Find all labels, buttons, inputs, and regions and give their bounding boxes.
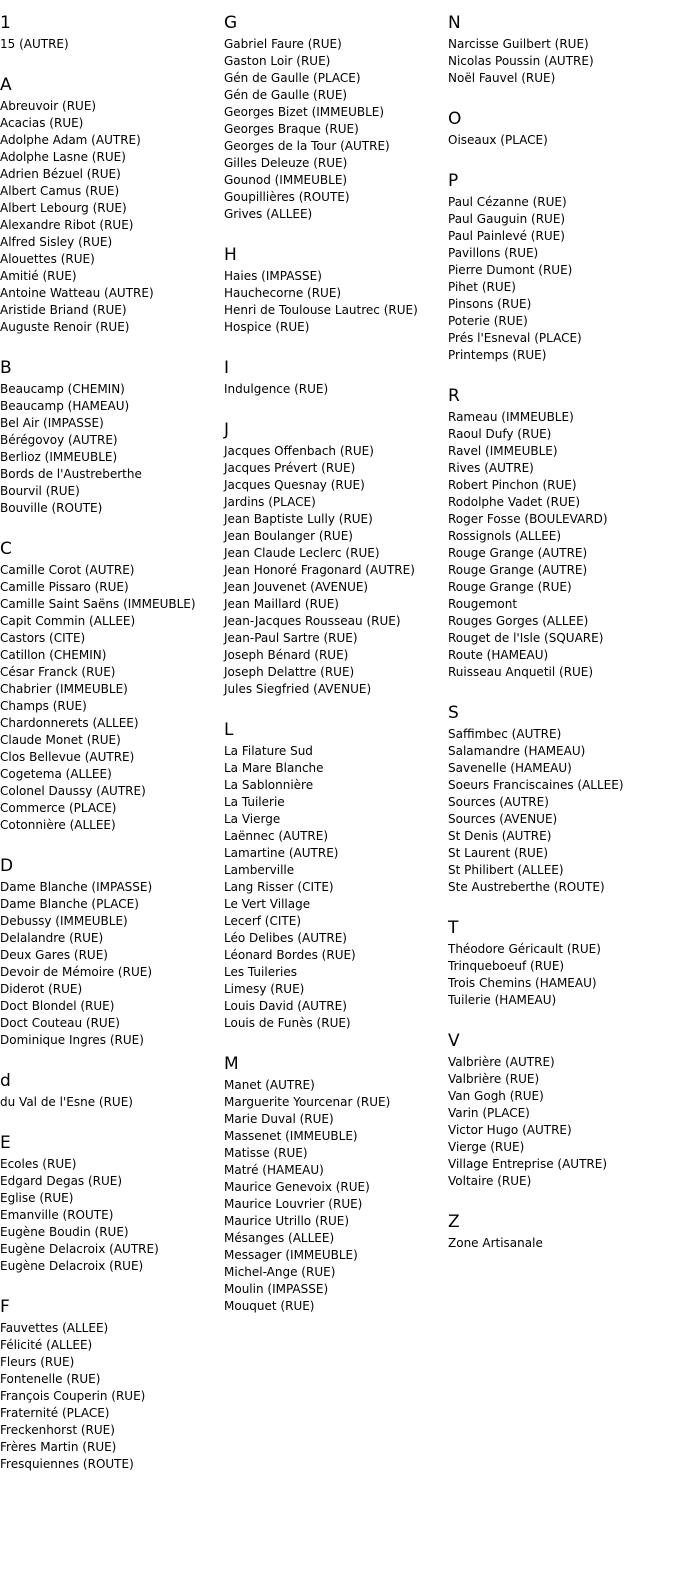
street-item: Théodore Géricault (RUE) (448, 942, 601, 956)
street-item: Rodolphe Vadet (RUE) (448, 495, 581, 509)
street-item: Berlioz (IMMEUBLE) (0, 450, 118, 464)
letter-heading: Z (448, 1212, 460, 1232)
letter-section (448, 1209, 624, 1252)
street-item: Nicolas Poussin (AUTRE) (448, 54, 594, 68)
street-list (448, 194, 624, 364)
street-item: Camille Pissaro (RUE) (0, 580, 129, 594)
street-item: Alouettes (RUE) (0, 252, 95, 266)
letter-section (0, 10, 196, 53)
letter-heading: R (448, 386, 460, 406)
street-item: Ruisseau Anquetil (RUE) (448, 665, 594, 679)
street-item: Debussy (IMMEUBLE) (0, 914, 128, 928)
street-item: Jean Honoré Fragonard (AUTRE) (224, 563, 415, 577)
street-item: Marguerite Yourcenar (RUE) (224, 1095, 391, 1109)
street-item: Sources (AVENUE) (448, 812, 558, 826)
street-list (224, 443, 418, 698)
street-item: Camille Saint Saëns (IMMEUBLE) (0, 597, 196, 611)
street-item: Manet (AUTRE) (224, 1078, 315, 1092)
letter-section (224, 717, 418, 1032)
street-item: La Mare Blanche (224, 761, 324, 775)
letter-heading: E (0, 1133, 11, 1153)
street-item: Noël Fauvel (RUE) (448, 71, 556, 85)
street-item: Victor Hugo (AUTRE) (448, 1123, 572, 1137)
letter-heading: D (0, 856, 14, 876)
street-item: Fresquiennes (ROUTE) (0, 1457, 134, 1471)
street-list (224, 36, 418, 223)
street-item: Paul Cézanne (RUE) (448, 195, 567, 209)
letter-heading: I (224, 358, 230, 378)
street-item: Capit Commin (ALLEE) (0, 614, 136, 628)
letter-heading: H (224, 245, 237, 265)
street-item: Gilles Deleuze (RUE) (224, 156, 348, 170)
street-item: Marie Duval (RUE) (224, 1112, 334, 1126)
street-item: du Val de l'Esne (RUE) (0, 1095, 133, 1109)
street-item: Robert Pinchon (RUE) (448, 478, 577, 492)
street-item: Oiseaux (PLACE) (448, 133, 548, 147)
letter-heading: M (224, 1054, 239, 1074)
street-item: Lecerf (CITE) (224, 914, 302, 928)
letter-section (448, 915, 624, 1009)
street-item: Limesy (RUE) (224, 982, 305, 996)
letter-section (0, 1294, 196, 1473)
street-item: Rouget de l'Isle (SQUARE) (448, 631, 604, 645)
street-list (0, 1156, 196, 1275)
street-item: Chardonnerets (ALLEE) (0, 716, 139, 730)
street-item: Gabriel Faure (RUE) (224, 37, 342, 51)
street-item: Pierre Dumont (RUE) (448, 263, 573, 277)
letter-section (0, 72, 196, 336)
letter-section (448, 1028, 624, 1190)
street-item: François Couperin (RUE) (0, 1389, 146, 1403)
street-item: Commerce (PLACE) (0, 801, 117, 815)
letter-heading: T (448, 918, 459, 938)
letter-section (448, 168, 624, 364)
street-item: La Vierge (224, 812, 281, 826)
letter-section (224, 1051, 418, 1315)
street-item: Ravel (IMMEUBLE) (448, 444, 558, 458)
street-item: Ecoles (RUE) (0, 1157, 77, 1171)
street-item: Camille Corot (AUTRE) (0, 563, 135, 577)
street-item: Fauvettes (ALLEE) (0, 1321, 109, 1335)
street-item: St Denis (AUTRE) (448, 829, 552, 843)
letter-heading: F (0, 1297, 10, 1317)
street-item: Jean-Paul Sartre (RUE) (224, 631, 358, 645)
street-item: Trois Chemins (HAMEAU) (448, 976, 597, 990)
street-item: Gaston Loir (RUE) (224, 54, 331, 68)
street-item: La Sablonnière (224, 778, 314, 792)
street-item: Adrien Bézuel (RUE) (0, 167, 121, 181)
street-item: Fontenelle (RUE) (0, 1372, 101, 1386)
street-item: Messager (IMMEUBLE) (224, 1248, 358, 1262)
street-item: Doct Blondel (RUE) (0, 999, 115, 1013)
letter-section (224, 355, 418, 398)
street-item: Paul Painlevé (RUE) (448, 229, 565, 243)
street-item: Lamartine (AUTRE) (224, 846, 339, 860)
street-item: Frères Martin (RUE) (0, 1440, 117, 1454)
street-item: Eugène Delacroix (AUTRE) (0, 1242, 159, 1256)
letter-heading: d (0, 1071, 11, 1091)
street-item: Printemps (RUE) (448, 348, 547, 362)
street-list (448, 1235, 624, 1252)
street-item: Ste Austreberthe (ROUTE) (448, 880, 605, 894)
street-item: Michel-Ange (RUE) (224, 1265, 336, 1279)
street-item: Grives (ALLEE) (224, 207, 313, 221)
street-item: Van Gogh (RUE) (448, 1089, 544, 1103)
street-item: Narcisse Guilbert (RUE) (448, 37, 589, 51)
street-item: César Franck (RUE) (0, 665, 116, 679)
street-item: Rougemont (448, 597, 518, 611)
letter-heading: C (0, 539, 12, 559)
street-item: Gén de Gaulle (RUE) (224, 88, 348, 102)
street-item: Saffimbec (AUTRE) (448, 727, 562, 741)
street-item: Jean Baptiste Lully (RUE) (224, 512, 373, 526)
street-index-column-2 (224, 10, 418, 1334)
letter-section (448, 10, 624, 87)
street-item: Chabrier (IMMEUBLE) (0, 682, 128, 696)
street-item: Trinqueboeuf (RUE) (448, 959, 565, 973)
street-item: Pihet (RUE) (448, 280, 516, 294)
street-item: La Filature Sud (224, 744, 313, 758)
letter-section (0, 1130, 196, 1275)
street-item: Matré (HAMEAU) (224, 1163, 324, 1177)
street-item: Emanville (ROUTE) (0, 1208, 114, 1222)
street-item: Delalandre (RUE) (0, 931, 104, 945)
street-item: Bérégovoy (AUTRE) (0, 433, 118, 447)
letter-heading: P (448, 171, 459, 191)
street-item: Diderot (RUE) (0, 982, 83, 996)
street-item: Zone Artisanale (448, 1236, 543, 1250)
street-item: Jean Jouvenet (AVENUE) (224, 580, 369, 594)
street-item: Louis David (AUTRE) (224, 999, 347, 1013)
street-item: Valbrière (RUE) (448, 1072, 540, 1086)
letter-section (0, 853, 196, 1049)
street-item: Jardins (PLACE) (224, 495, 316, 509)
street-item: Catillon (CHEMIN) (0, 648, 107, 662)
street-item: Soeurs Franciscaines (ALLEE) (448, 778, 624, 792)
street-item: Castors (CITE) (0, 631, 86, 645)
street-item: Matisse (RUE) (224, 1146, 308, 1160)
street-item: Albert Lebourg (RUE) (0, 201, 127, 215)
street-item: Dame Blanche (IMPASSE) (0, 880, 153, 894)
street-item: Haies (IMPASSE) (224, 269, 322, 283)
street-item: Freckenhorst (RUE) (0, 1423, 115, 1437)
letter-heading: A (0, 75, 12, 95)
street-item: Gén de Gaulle (PLACE) (224, 71, 361, 85)
street-item: Voltaire (RUE) (448, 1174, 532, 1188)
street-item: Antoine Watteau (AUTRE) (0, 286, 154, 300)
street-item: Acacias (RUE) (0, 116, 84, 130)
street-item: Raoul Dufy (RUE) (448, 427, 552, 441)
letter-heading: N (448, 13, 461, 33)
street-list (448, 409, 624, 681)
street-item: Moulin (IMPASSE) (224, 1282, 329, 1296)
street-item: Eglise (RUE) (0, 1191, 74, 1205)
street-item: Adolphe Lasne (RUE) (0, 150, 126, 164)
street-item: Léonard Bordes (RUE) (224, 948, 356, 962)
letter-section (448, 700, 624, 896)
street-item: Lang Risser (CITE) (224, 880, 334, 894)
letter-heading: B (0, 358, 12, 378)
street-item: 15 (AUTRE) (0, 37, 69, 51)
street-item: Alfred Sisley (RUE) (0, 235, 113, 249)
street-list (448, 1054, 624, 1190)
street-item: Bouville (ROUTE) (0, 501, 103, 515)
street-item: Champs (RUE) (0, 699, 87, 713)
street-item: Colonel Daussy (AUTRE) (0, 784, 146, 798)
street-item: Les Tuileries (224, 965, 297, 979)
street-item: Prés l'Esneval (PLACE) (448, 331, 582, 345)
street-item: Valbrière (AUTRE) (448, 1055, 555, 1069)
street-item: Hauchecorne (RUE) (224, 286, 342, 300)
street-item: Clos Bellevue (AUTRE) (0, 750, 135, 764)
street-item: Dame Blanche (PLACE) (0, 897, 139, 911)
street-index-column-1 (0, 10, 196, 1492)
street-item: Jean Boulanger (RUE) (224, 529, 353, 543)
street-item: Hospice (RUE) (224, 320, 310, 334)
letter-heading: 1 (0, 13, 11, 33)
street-list (0, 879, 196, 1049)
street-list (0, 381, 196, 517)
street-item: Savenelle (HAMEAU) (448, 761, 572, 775)
street-item: Rouge Grange (AUTRE) (448, 563, 588, 577)
street-item: Fraternité (PLACE) (0, 1406, 110, 1420)
street-item: Rouge Grange (RUE) (448, 580, 572, 594)
street-item: Georges de la Tour (AUTRE) (224, 139, 390, 153)
letter-section (448, 106, 624, 149)
street-item: Amitié (RUE) (0, 269, 77, 283)
street-item: Abreuvoir (RUE) (0, 99, 97, 113)
street-item: Claude Monet (RUE) (0, 733, 121, 747)
street-item: Gounod (IMMEUBLE) (224, 173, 348, 187)
street-item: Adolphe Adam (AUTRE) (0, 133, 141, 147)
letter-heading: J (224, 420, 230, 440)
street-item: Jean Claude Leclerc (RUE) (224, 546, 380, 560)
street-item: Le Vert Village (224, 897, 311, 911)
street-list (448, 132, 624, 149)
street-item: Doct Couteau (RUE) (0, 1016, 120, 1030)
street-item: Georges Bizet (IMMEUBLE) (224, 105, 385, 119)
street-item: Salamandre (HAMEAU) (448, 744, 586, 758)
letter-section (224, 417, 418, 698)
street-list (448, 36, 624, 87)
street-item: Jean-Jacques Rousseau (RUE) (224, 614, 401, 628)
street-item: Henri de Toulouse Lautrec (RUE) (224, 303, 418, 317)
street-item: Jacques Prévert (RUE) (224, 461, 356, 475)
street-item: Rameau (IMMEUBLE) (448, 410, 574, 424)
letter-section (448, 383, 624, 681)
street-item: St Philibert (ALLEE) (448, 863, 564, 877)
street-item: Maurice Genevoix (RUE) (224, 1180, 370, 1194)
street-item: Sources (AUTRE) (448, 795, 549, 809)
street-item: Indulgence (RUE) (224, 382, 329, 396)
street-item: Village Entreprise (AUTRE) (448, 1157, 607, 1171)
street-item: Mouquet (RUE) (224, 1299, 315, 1313)
street-item: Cotonnière (ALLEE) (0, 818, 116, 832)
letter-heading: L (224, 720, 234, 740)
letter-section (224, 242, 418, 336)
street-item: Aristide Briand (RUE) (0, 303, 127, 317)
street-item: Route (HAMEAU) (448, 648, 549, 662)
street-item: Eugène Boudin (RUE) (0, 1225, 129, 1239)
street-item: Rives (AUTRE) (448, 461, 534, 475)
street-item: Rouge Grange (AUTRE) (448, 546, 588, 560)
street-item: Jules Siegfried (AVENUE) (224, 682, 372, 696)
street-item: Louis de Funès (RUE) (224, 1016, 351, 1030)
street-item: Dominique Ingres (RUE) (0, 1033, 144, 1047)
street-list (224, 268, 418, 336)
letter-section (0, 1068, 196, 1111)
street-list (0, 562, 196, 834)
street-item: Poterie (RUE) (448, 314, 528, 328)
street-list (448, 726, 624, 896)
street-item: Vierge (RUE) (448, 1140, 525, 1154)
street-item: Laënnec (AUTRE) (224, 829, 329, 843)
street-item: Albert Camus (RUE) (0, 184, 120, 198)
street-item: Devoir de Mémoire (RUE) (0, 965, 152, 979)
street-item: Léo Delibes (AUTRE) (224, 931, 347, 945)
street-list (224, 381, 418, 398)
letter-section (0, 355, 196, 517)
street-item: Paul Gauguin (RUE) (448, 212, 566, 226)
street-item: Bel Air (IMPASSE) (0, 416, 104, 430)
street-item: Joseph Bénard (RUE) (224, 648, 349, 662)
letter-section (224, 10, 418, 223)
street-item: Tuilerie (HAMEAU) (448, 993, 557, 1007)
street-item: La Tuilerie (224, 795, 285, 809)
letter-heading: O (448, 109, 462, 129)
street-item: Beaucamp (HAMEAU) (0, 399, 130, 413)
street-item: Georges Braque (RUE) (224, 122, 359, 136)
street-list (0, 1320, 196, 1473)
street-item: Deux Gares (RUE) (0, 948, 108, 962)
letter-heading: V (448, 1031, 460, 1051)
street-list (0, 1094, 196, 1111)
street-item: Rossignols (ALLEE) (448, 529, 562, 543)
street-list (448, 941, 624, 1009)
street-item: Alexandre Ribot (RUE) (0, 218, 134, 232)
street-item: Bords de l'Austreberthe (0, 467, 142, 481)
street-list (224, 743, 418, 1032)
street-item: Goupillières (ROUTE) (224, 190, 350, 204)
street-list (0, 98, 196, 336)
street-item: Jacques Quesnay (RUE) (224, 478, 365, 492)
street-item: Félicité (ALLEE) (0, 1338, 93, 1352)
street-item: Pinsons (RUE) (448, 297, 532, 311)
street-item: Beaucamp (CHEMIN) (0, 382, 125, 396)
street-item: Joseph Delattre (RUE) (224, 665, 355, 679)
street-item: Pavillons (RUE) (448, 246, 539, 260)
street-item: Cogetema (ALLEE) (0, 767, 112, 781)
letter-heading: G (224, 13, 238, 33)
street-item: Maurice Utrillo (RUE) (224, 1214, 350, 1228)
street-item: Auguste Renoir (RUE) (0, 320, 130, 334)
street-item: Varin (PLACE) (448, 1106, 530, 1120)
street-item: Bourvil (RUE) (0, 484, 80, 498)
street-list (224, 1077, 418, 1315)
street-item: Rouges Gorges (ALLEE) (448, 614, 589, 628)
street-item: Jean Maillard (RUE) (224, 597, 339, 611)
street-list (0, 36, 196, 53)
letter-heading: S (448, 703, 459, 723)
street-item: Maurice Louvrier (RUE) (224, 1197, 363, 1211)
letter-section (0, 536, 196, 834)
street-item: Edgard Degas (RUE) (0, 1174, 123, 1188)
street-item: Mésanges (ALLEE) (224, 1231, 335, 1245)
street-item: Massenet (IMMEUBLE) (224, 1129, 358, 1143)
street-item: Jacques Offenbach (RUE) (224, 444, 374, 458)
street-item: Eugène Delacroix (RUE) (0, 1259, 144, 1273)
street-item: Roger Fosse (BOULEVARD) (448, 512, 608, 526)
street-index-column-3 (448, 10, 624, 1271)
street-item: Fleurs (RUE) (0, 1355, 75, 1369)
street-item: Lamberville (224, 863, 295, 877)
street-item: St Laurent (RUE) (448, 846, 549, 860)
